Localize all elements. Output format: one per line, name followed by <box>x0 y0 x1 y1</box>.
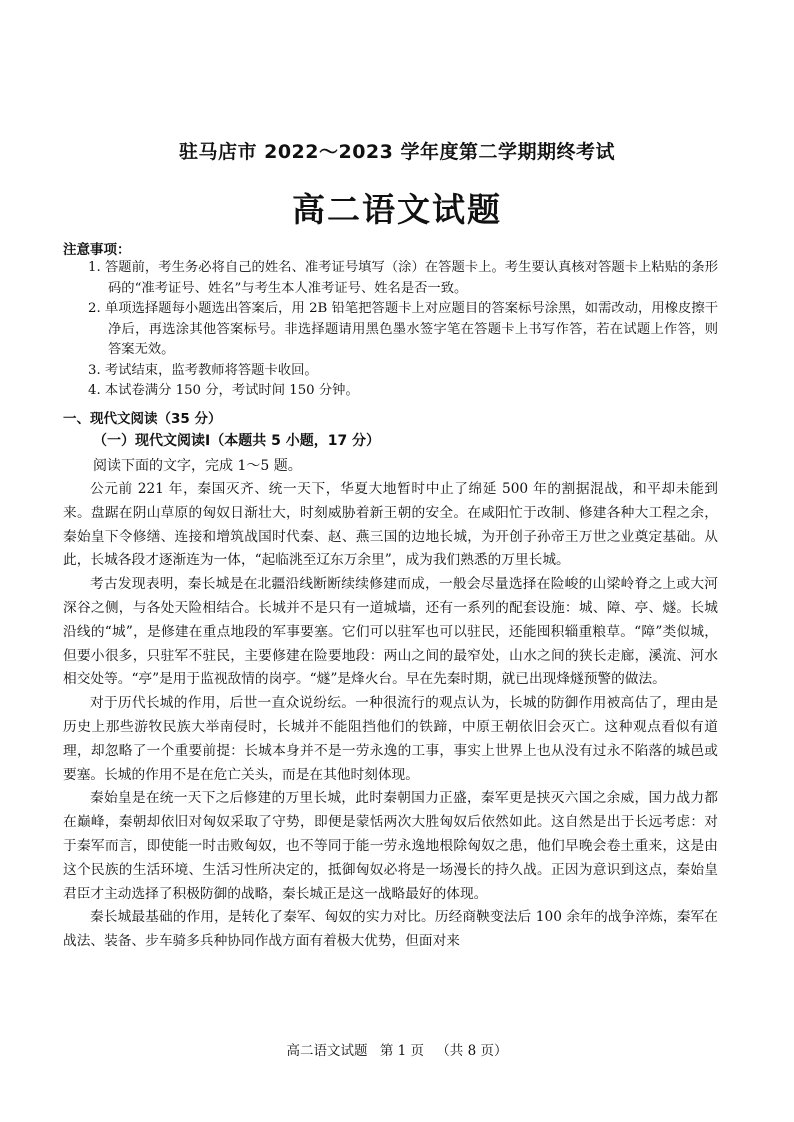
notice-item: 2. 单项选择题每小题选出答案后，用 2B 铅笔把答题卡上对应题目的答案标号涂黑，如需改动，用橡皮擦干净后，再选涂其他答案标号。非选择题请用黑色墨水签字笔在答题卡上书写作答，若在试题上作答，则答案无效。 <box>88 301 718 357</box>
notice-list <box>88 258 718 402</box>
notice-item: 3. 考试结束，监考教师将答题卡收回。 <box>88 362 318 378</box>
footer-subject: 高二语文试题 <box>286 1043 368 1059</box>
passage-paragraph: 对于历代长城的作用，后世一直众说纷纭。一种很流行的观点认为，长城的防御作用被高估了，理由是历史上那些游牧民族大举南侵时，长城并不能阻挡他们的铁蹄，中原王朝依旧会灭亡。这种观点看似有道理，却忽略了一个重要前提：长城本身并不是一劳永逸的工事，事实上世界上也从没有过永不陷落的城邑或要塞。长城的作用不是在危亡关头，而是在其他时刻体现。 <box>63 695 718 783</box>
subsection-heading: （一）现代文阅读Ⅰ（本题共 5 小题，17 分） <box>93 433 381 449</box>
section-heading: 一、现代文阅读（35 分） <box>63 411 222 427</box>
exam-title: 驻马店市 2022～2023 学年度第二学期期终考试 <box>179 141 615 163</box>
notice-heading: 注意事项： <box>63 242 131 258</box>
reading-passage <box>63 478 718 954</box>
passage-paragraph: 秦长城最基础的作用，是转化了秦军、匈奴的实力对比。历经商鞅变法后 100 余年的战争淬炼，秦军在战法、装备、步车骑多兵种协同作战方面有着极大优势，但面对来 <box>63 909 718 950</box>
footer-page-total: （共 8 页） <box>436 1043 508 1059</box>
passage-paragraph: 公元前 221 年，秦国灭齐、统一天下，华夏大地暂时中止了绵延 500 年的割据混战，和平却未能到来。盘踞在阴山草原的匈奴日渐壮大，时刻威胁着新王朝的安全。在咸阳忙于改制、修建各种大工程之余，秦始皇下令修缮、连接和增筑战国时代秦、赵、燕三国的边地长城，为开创子孙帝王万世之业奠定基础。从此，长城各段才逐渐连为一体，“起临洮至辽东万余里”，成为我们熟悉的万里长城。 <box>63 481 718 569</box>
notice-item: 4. 本试卷满分 150 分，考试时间 150 分钟。 <box>88 383 359 398</box>
subject-title: 高二语文试题 <box>292 190 502 229</box>
notice-item: 1. 答题前，考生务必将自己的姓名、准考证号填写（涂）在答题卡上。考生要认真核对答题卡上粘贴的条形码的“准考证号、姓名”与考生本人准考证号、姓名是否一致。 <box>88 260 718 296</box>
passage-paragraph: 考古发现表明，秦长城是在北疆沿线断断续续修建而成，一般会尽量选择在险峻的山梁岭脊之上或大河深谷之侧，与各处天险相结合。长城并不是只有一道城墙，还有一系列的配套设施：城、障、亭、燧。长城沿线的“城”，是修建在重点地段的军事要塞。它们可以驻军也可以驻民，还能囤积辎重粮草。“障”类似城，但要小很多，只驻军不驻民，主要修建在险要地段：两山之间的最窄处，山水之间的狭长走廊，溪流、河水相交处等。“亭”是用于监视敌情的岗亭。“燧”是烽火台。早在先秦时期，就已出现烽燧预警的做法。 <box>63 576 718 688</box>
footer-page-number: 第 1 页 <box>379 1043 424 1059</box>
passage-paragraph: 秦始皇是在统一天下之后修建的万里长城，此时秦朝国力正盛，秦军更是挟灭六国之余威，国力战力都在巅峰，秦朝却依旧对匈奴采取了守势，即便是蒙恬两次大胜匈奴后依然如此。这自然是出于长远考虑：对于秦军而言，即使能一时击败匈奴，也不等同于能一劳永逸地根除匈奴之患，他们早晚会卷土重来，这是由这个民族的生活环境、生活习性所决定的，抵御匈奴必将是一场漫长的持久战。正因为意识到这点，秦始皇君臣才主动选择了积极防御的战略，秦长城正是这一战略最好的体现。 <box>63 790 718 902</box>
page-footer <box>0 1039 794 1059</box>
reading-instruction: 阅读下面的文字，完成 1～5 题。 <box>93 458 302 474</box>
